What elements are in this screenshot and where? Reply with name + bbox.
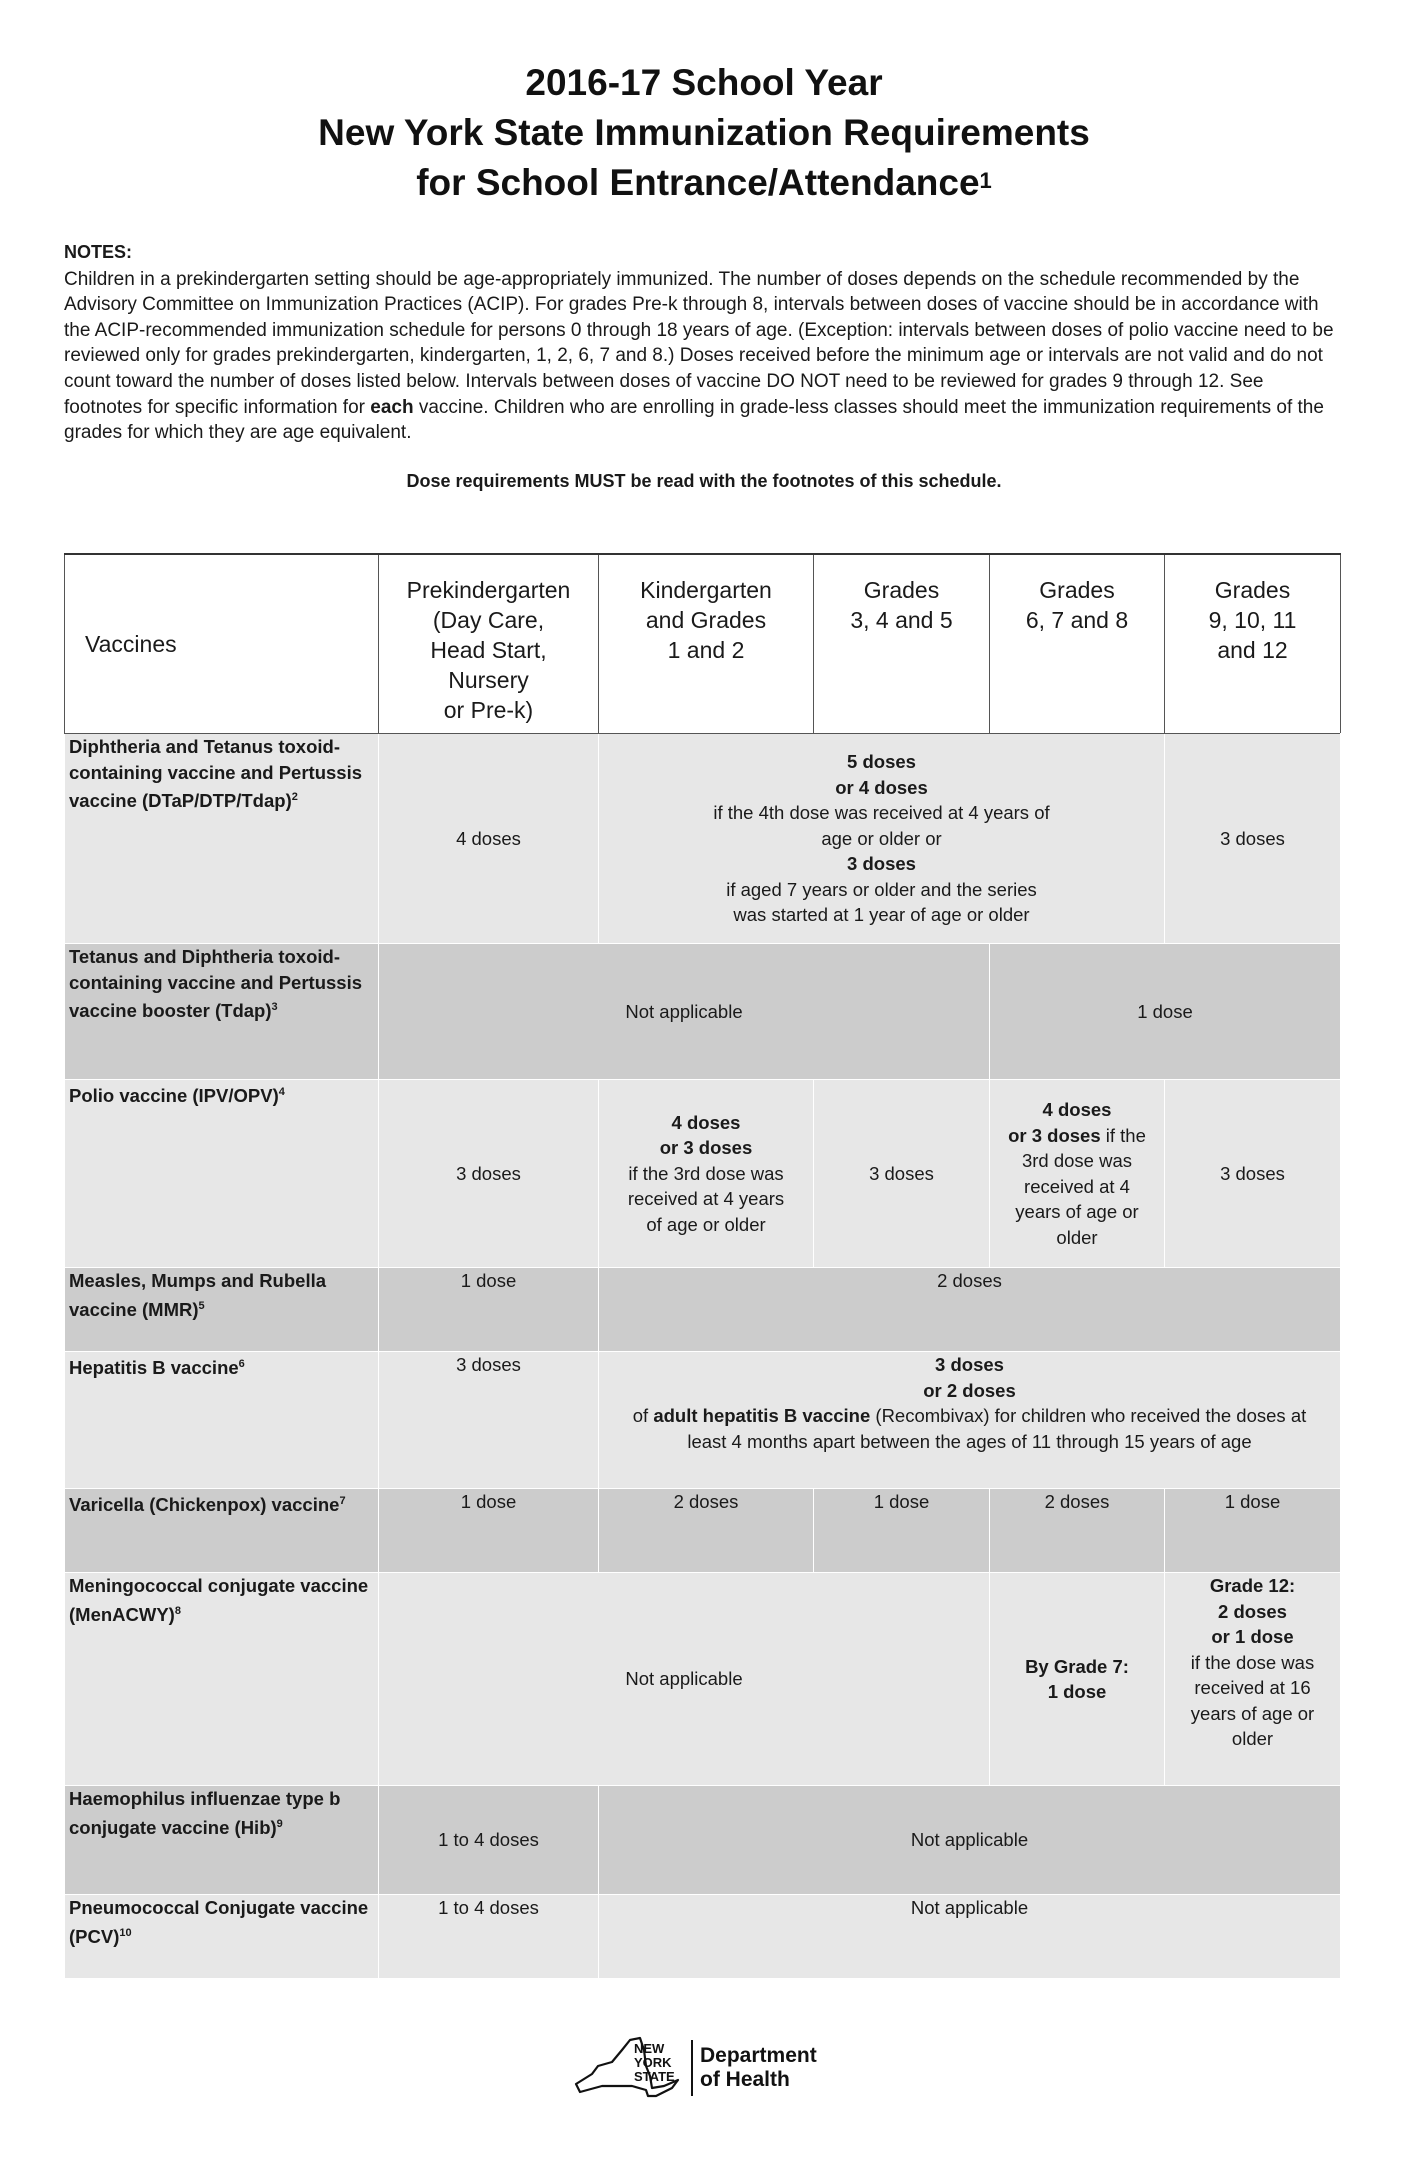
vaccine-name-pcv (65, 1895, 379, 1979)
polio-grades-6-8-cell (990, 1080, 1165, 1268)
table-row-hepatitis-b (65, 1352, 1341, 1489)
nys-department-of-health-logo (572, 2036, 832, 2100)
hepb-prek-cell: 3 doses (379, 1352, 599, 1489)
dose-condition: of (632, 1405, 654, 1426)
hepb-k-12-cell (599, 1352, 1341, 1489)
header-g345-line: Grades (863, 577, 940, 603)
notes-text-part-2: vaccine. Children who are enrolling in grade-less classes should meet the immunization requirements of the grades for which they are age equivalent. (64, 396, 1324, 444)
mmr-prek-cell: 1 dose (379, 1268, 599, 1352)
dose-line: or 3 doses (659, 1137, 753, 1159)
footnote-ref: 8 (174, 1604, 181, 1617)
table-row-pcv (65, 1895, 1341, 1979)
dose-condition: if the 4th dose was received at 4 years of age or older or (713, 802, 1050, 849)
logo-state-line: NEW (634, 2041, 665, 2056)
dose-line: 3 doses (935, 1354, 1004, 1375)
header-grades-9-12 (1165, 554, 1341, 734)
pcv-prek-cell: 1 to 4 doses (379, 1895, 599, 1979)
mmr-k-12-cell: 2 doses (599, 1268, 1341, 1352)
logo-state-line: STATE (634, 2069, 675, 2084)
footnote-ref: 9 (276, 1817, 283, 1830)
title-line-2: New York State Immunization Requirements (318, 112, 1090, 153)
dose-condition: if the 3rd dose was received at 4 years of age or older (1015, 1124, 1146, 1248)
vaccine-name-dtap (65, 734, 379, 944)
vaccine-name-text: Diphtheria and Tetanus toxoid-containing vaccine and Pertussis vaccine (DTaP/DTP/Tdap) (69, 736, 363, 812)
pcv-k-12-cell: Not applicable (599, 1895, 1341, 1979)
notes-text (64, 267, 1346, 446)
page-title (0, 58, 1408, 208)
logo-divider (691, 2040, 693, 2096)
dose-line: 4 doses (671, 1111, 741, 1133)
varicella-grades-3-5-cell: 1 dose (814, 1489, 990, 1573)
menacwy-grades-9-12-cell (1165, 1573, 1341, 1786)
dose-line: or 1 dose (1211, 1626, 1294, 1647)
header-g678-line: Grades (1039, 577, 1115, 603)
dtap-k-5-cell (599, 734, 1165, 944)
vaccine-name-text: Varicella (Chickenpox) vaccine (69, 1494, 340, 1516)
dose-line: 3 doses (847, 853, 916, 875)
tdap-prek-5-cell: Not applicable (379, 944, 990, 1080)
notes-section (64, 240, 1346, 446)
table-row-polio (65, 1080, 1341, 1268)
header-g912-line: and 12 (1217, 637, 1288, 663)
header-g345-line: 3, 4 and 5 (850, 607, 953, 633)
header-g678-line: 6, 7 and 8 (1025, 607, 1129, 633)
footnote-ref: 6 (238, 1358, 245, 1370)
table-row-mmr (65, 1268, 1341, 1352)
vaccine-name-polio (65, 1080, 379, 1268)
footnote-ref: 3 (271, 1001, 278, 1013)
dose-line: Grade 12: (1209, 1575, 1296, 1596)
vaccine-name-text: Pneumococcal Conjugate vaccine (PCV) (69, 1897, 369, 1947)
dose-line: By Grade 7: (1025, 1655, 1129, 1677)
dose-line: 4 doses (1042, 1099, 1112, 1120)
dose-line: or 2 doses (923, 1379, 1016, 1401)
footnote-ref: 4 (278, 1086, 285, 1098)
header-prek-line: Head Start, (430, 637, 547, 663)
footnote-ref: 5 (198, 1299, 205, 1312)
logo-state-text (634, 2042, 675, 2084)
logo-state-line: YORK (634, 2055, 672, 2070)
header-k12-line: 1 and 2 (667, 637, 745, 663)
menacwy-grades-6-8-cell (990, 1573, 1165, 1786)
vaccine-name-menacwy (65, 1573, 379, 1786)
hib-k-12-cell: Not applicable (599, 1786, 1341, 1895)
notes-text-bold: each (370, 396, 414, 418)
polio-prek-cell: 3 doses (379, 1080, 599, 1268)
header-k12-line: Kindergarten (640, 577, 772, 603)
title-line-3-text: for School Entrance/Attendance (416, 162, 980, 203)
title-line-3 (0, 158, 1408, 208)
dose-condition: if aged 7 years or older and the series was started at 1 year of age or older (726, 878, 1037, 926)
tdap-grades-6-12-cell: 1 dose (990, 944, 1341, 1080)
notes-label: NOTES: (64, 242, 133, 262)
hib-prek-cell: 1 to 4 doses (379, 1786, 599, 1895)
polio-k-2-cell (599, 1080, 814, 1268)
dose-line: or 3 doses (1008, 1124, 1101, 1146)
varicella-grades-9-12-cell: 1 dose (1165, 1489, 1341, 1573)
table-header-row (65, 554, 1341, 734)
dtap-grades-6-12-cell: 3 doses (1165, 734, 1341, 944)
vaccine-name-text: Measles, Mumps and Rubella vaccine (MMR) (69, 1270, 327, 1320)
table-row-dtap (65, 734, 1341, 944)
logo-department-text (700, 2044, 817, 2092)
vaccine-name-hepatitis-b (65, 1352, 379, 1489)
vaccine-name-text: Haemophilus influenzae type b conjugate vaccine (Hib) (69, 1788, 341, 1838)
header-vaccines: Vaccines (65, 554, 379, 734)
header-kindergarten-grades-1-2 (599, 554, 814, 734)
footnote-ref: 10 (119, 1926, 132, 1939)
dose-line: 5 doses (847, 751, 916, 773)
title-line-1: 2016-17 School Year (525, 62, 883, 103)
footnote-ref: 7 (339, 1495, 346, 1507)
varicella-prek-cell: 1 dose (379, 1489, 599, 1573)
header-prek-line: or Pre-k) (443, 697, 534, 723)
immunization-table (64, 553, 1341, 1979)
header-grades-6-7-8 (990, 554, 1165, 734)
varicella-grades-6-8-cell: 2 doses (990, 1489, 1165, 1573)
dose-line: 1 dose (1047, 1681, 1107, 1702)
header-prek-line: Prekindergarten (406, 577, 571, 603)
vaccine-name-text: Meningococcal conjugate vaccine (MenACWY) (69, 1575, 369, 1625)
vaccine-name-text: Tetanus and Diphtheria toxoid-containing vaccine and Pertussis vaccine booster (Tdap) (69, 946, 363, 1022)
header-prekindergarten (379, 554, 599, 734)
logo-dept-line: Department (700, 2044, 817, 2067)
header-g912-line: 9, 10, 11 (1208, 607, 1297, 633)
polio-grades-3-5-cell: 3 doses (814, 1080, 990, 1268)
header-grades-3-4-5 (814, 554, 990, 734)
polio-grades-9-12-cell: 3 doses (1165, 1080, 1341, 1268)
table-row-varicella (65, 1489, 1341, 1573)
menacwy-prek-5-cell: Not applicable (379, 1573, 990, 1786)
header-prek-line: (Day Care, (432, 607, 545, 633)
footnote-ref: 2 (291, 791, 298, 803)
dose-condition: if the 3rd dose was received at 4 years of age or older (627, 1162, 785, 1235)
header-g912-line: Grades (1214, 577, 1291, 603)
table-row-menacwy (65, 1573, 1341, 1786)
header-k12-line: and Grades (645, 607, 767, 633)
footnote-warning: Dose requirements MUST be read with the footnotes of this schedule. (406, 471, 1002, 491)
varicella-k-2-cell: 2 doses (599, 1489, 814, 1573)
table-row-hib (65, 1786, 1341, 1895)
logo-dept-line: of Health (700, 2068, 790, 2091)
notes-text-part-1: Children in a prekindergarten setting should be age-appropriately immunized. The number of doses depends on the schedule recommended by the Advisory Committee on Immunization Practices (ACIP). For grades Pre-k through 8, intervals between doses of vaccine should be in accordance with the ACIP-recommended immunization schedule for persons 0 through 18 years of age. (Exception: intervals between doses of polio vaccine need to be reviewed only for grades prekindergarten, kindergarten, 1, 2, 6, 7 and 8.) Doses received before the minimum age or intervals are not valid and do not count toward the number of doses listed below. Intervals between doses of vaccine DO NOT need to be reviewed for grades 9 through 12. See footnotes for specific information for (64, 268, 1334, 418)
dose-condition-bold: adult hepatitis B vaccine (653, 1405, 871, 1426)
title-footnote-ref: 1 (979, 168, 992, 193)
dose-line: 2 doses (1218, 1600, 1287, 1622)
table-row-tdap (65, 944, 1341, 1080)
dose-line: or 4 doses (835, 776, 928, 798)
dose-condition: (Recombivax) for children who received the doses at least 4 months apart between the ages of 11 through 15 years of age (687, 1405, 1307, 1452)
vaccine-name-text: Hepatitis B vaccine (69, 1357, 239, 1379)
vaccine-name-varicella (65, 1489, 379, 1573)
vaccine-name-tdap (65, 944, 379, 1080)
header-prek-line: Nursery (448, 667, 529, 693)
vaccine-name-text: Polio vaccine (IPV/OPV) (69, 1085, 279, 1107)
vaccine-name-mmr (65, 1268, 379, 1352)
dose-condition: if the dose was received at 16 years of age or older (1190, 1651, 1315, 1749)
vaccine-name-hib (65, 1786, 379, 1895)
dtap-prek-cell: 4 doses (379, 734, 599, 944)
